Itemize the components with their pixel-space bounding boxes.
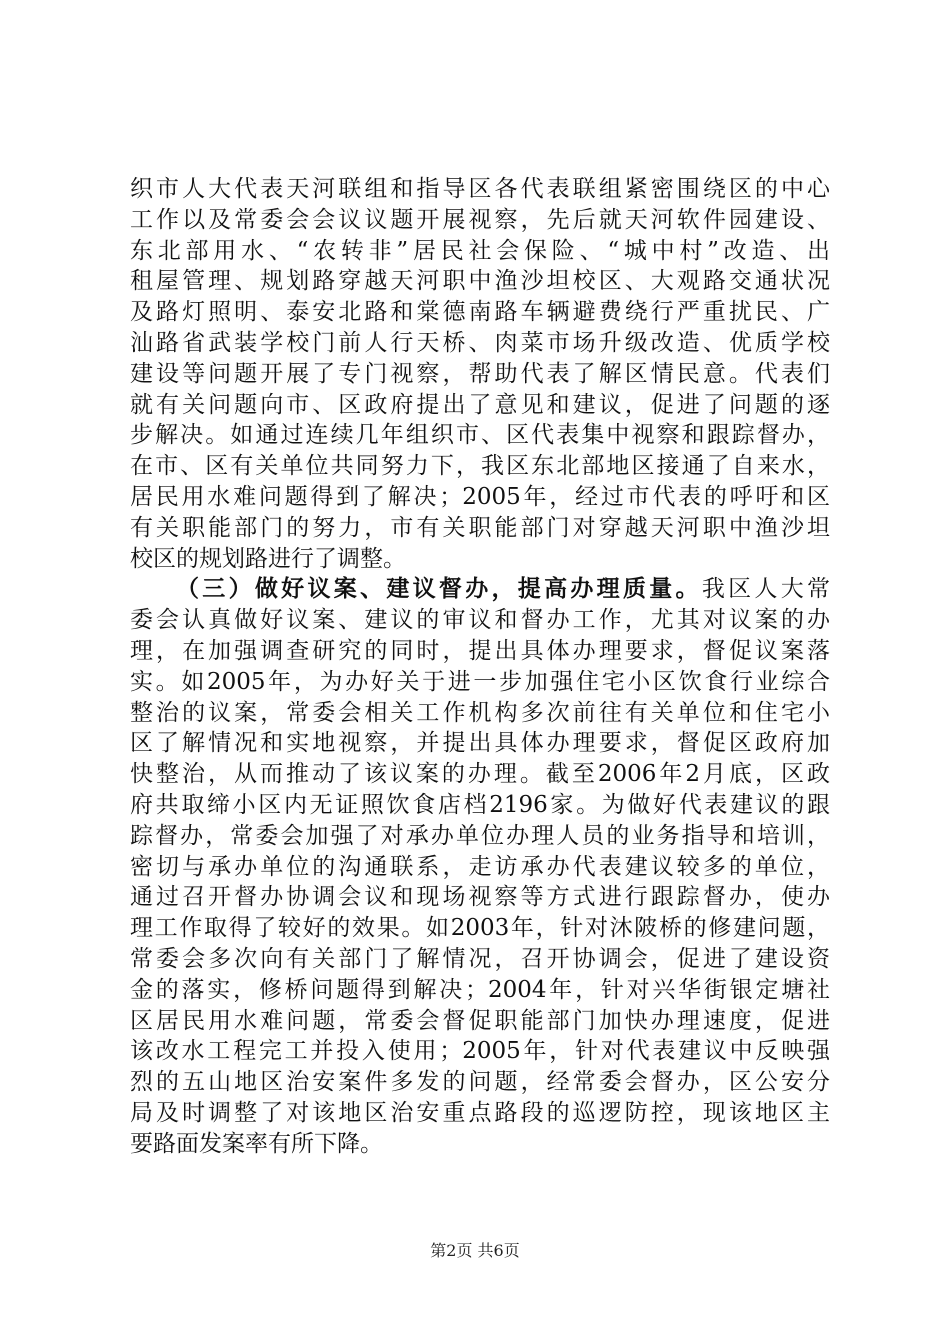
text-line: 要路面发案率有所下降。	[130, 1130, 383, 1157]
text-line: 工作以及常委会会议议题开展视察，先后就天河软件园建设、	[130, 206, 830, 233]
text-line: 区居民用水难问题，常委会督促职能部门加快办理速度，促进	[130, 1007, 830, 1034]
text-line: 汕路省武装学校门前人行天桥、肉菜市场升级改造、优质学校	[130, 329, 830, 356]
text-line: 府共取缔小区内无证照饮食店档2196家。为做好代表建议的跟	[130, 791, 830, 818]
text-line: 局及时调整了对该地区治安重点路段的巡逻防控，现该地区主	[130, 1099, 830, 1126]
text-line: 在市、区有关单位共同努力下，我区东北部地区接通了自来水，	[130, 453, 830, 480]
text-line: 通过召开督办协调会议和现场视察等方式进行跟踪督办，使办	[130, 884, 830, 911]
document-body	[130, 174, 830, 1160]
page-number-footer: 第2页 共6页	[430, 1241, 520, 1260]
text-line: 委会认真做好议案、建议的审议和督办工作，尤其对议案的办	[130, 607, 830, 634]
text-line: 东北部用水、“农转非”居民社会保险、“城中村”改造、出	[130, 237, 830, 264]
text-line: 常委会多次向有关部门了解情况，召开协调会，促进了建设资	[130, 945, 830, 972]
text-line: 密切与承办单位的沟通联系，走访承办代表建议较多的单位，	[130, 853, 830, 880]
text-line: 织市人大代表天河联组和指导区各代表联组紧密围绕区的中心	[130, 176, 830, 202]
text-line: 居民用水难问题得到了解决；2005年，经过市代表的呼吁和区	[130, 483, 830, 510]
section-heading-line	[130, 574, 830, 605]
text-line: 及路灯照明、泰安北路和棠德南路车辆避费绕行严重扰民、广	[130, 299, 830, 326]
text-line: 快整治，从而推动了该议案的办理。截至2006年2月底，区政	[130, 761, 830, 788]
text-line: 该改水工程完工并投入使用；2005年，针对代表建议中反映强	[130, 1038, 830, 1065]
text-line: 实。如2005年，为办好关于进一步加强住宅小区饮食行业综合	[130, 668, 830, 695]
text-line: 理，在加强调查研究的同时，提出具体办理要求，督促议案落	[130, 637, 830, 664]
text-line: 租屋管理、规划路穿越天河职中渔沙坦校区、大观路交通状况	[130, 268, 830, 295]
text-line: 就有关问题向市、区政府提出了意见和建议，促进了问题的逐	[130, 391, 830, 418]
text-line: 烈的五山地区治安案件多发的问题，经常委会督办，区公安分	[130, 1069, 830, 1096]
text-line: 踪督办，常委会加强了对承办单位办理人员的业务指导和培训，	[130, 822, 830, 849]
text-line: 区了解情况和实地视察，并提出具体办理要求，督促区政府加	[130, 730, 830, 757]
text-line: 整治的议案，常委会相关工作机构多次前往有关单位和住宅小	[130, 699, 830, 726]
text-line: 建设等问题开展了专门视察，帮助代表了解区情民意。代表们	[130, 360, 830, 387]
text-line: 校区的规划路进行了调整。	[130, 545, 406, 572]
text-line: 金的落实，修桥问题得到解决；2004年，针对兴华街银定塘社	[130, 976, 830, 1003]
text-line: 步解决。如通过连续几年组织市、区代表集中视察和跟踪督办，	[130, 422, 830, 449]
text-line: 有关职能部门的努力，市有关职能部门对穿越天河职中渔沙坦	[130, 514, 830, 541]
section-heading-continuation: 我区人大常	[701, 576, 831, 603]
text-line: 理工作取得了较好的效果。如2003年，针对沐陂桥的修建问题，	[130, 915, 830, 942]
section-heading: （三）做好议案、建议督办，提高办理质量。	[176, 575, 702, 603]
